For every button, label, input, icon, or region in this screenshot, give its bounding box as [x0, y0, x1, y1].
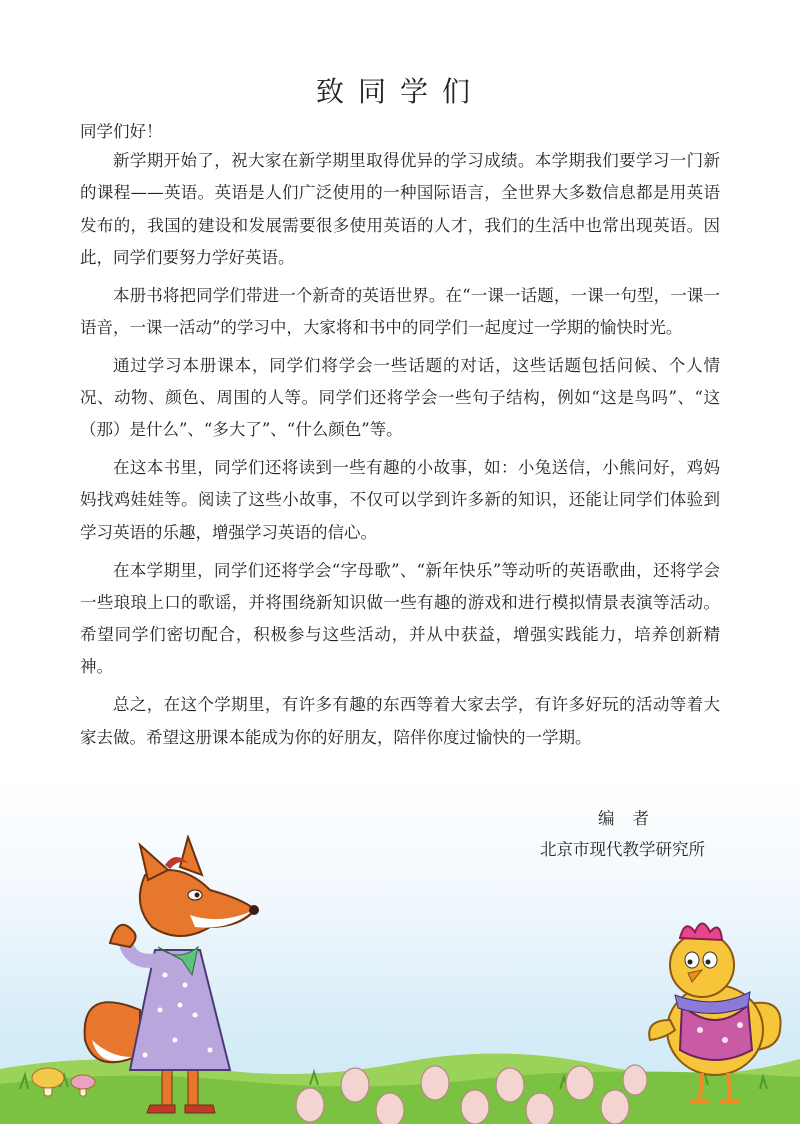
- eggs-illustration: [290, 1055, 650, 1124]
- page-title: 致同学们: [315, 75, 484, 108]
- paragraph: 在本学期里，同学们还将学会“字母歌”、“新年快乐”等动听的英语歌曲，还将学会一些琅琅上口的歌谣，并将围绕新知识做一些有趣的游戏和进行模拟情景表演等活动。希望同学们密切配合，积极参与这些活动，并从中获益，增强实践能力，培养创新精神。: [80, 560, 720, 677]
- paragraph: 在这本书里，同学们还将读到一些有趣的小故事，如：小兔送信，小熊问好，鸡妈妈找鸡娃娃等。阅读了这些小故事，不仅可以学到许多新的知识，还能让同学们体验到学习英语的乐趣，增强学习英语的信心。: [80, 458, 720, 542]
- hen-illustration: [630, 910, 790, 1110]
- signature-role: 编者: [598, 809, 667, 828]
- greeting: 同学们好！: [80, 122, 163, 141]
- paragraph: 总之，在这个学期里，有许多有趣的东西等着大家去学，有许多好玩的活动等着大家去做。希望这册课本能成为你的好朋友，陪伴你度过愉快的一学期。: [80, 695, 720, 747]
- letter-body: [80, 145, 720, 759]
- signature-org: 北京市现代教学研究所: [540, 840, 705, 859]
- paragraph: 通过学习本册课本，同学们将学会一些话题的对话，这些话题包括问候、个人情况、动物、颜色、周围的人等。同学们还将学会一些句子结构，例如“这是鸟吗”、“这（那）是什么”、“多大了”、“什么颜色”等。: [80, 355, 720, 440]
- fox-illustration: [70, 835, 280, 1120]
- paragraph: 新学期开始了，祝大家在新学期里取得优异的学习成绩。本学期我们要学习一门新的课程——英语。英语是人们广泛使用的一种国际语言，全世界大多数信息都是用英语发布的，我国的建设和发展需要很多使用英语的人才，我们的生活中也常出现英语。因此，同学们要努力学好英语。: [80, 151, 720, 267]
- paragraph: 本册书将把同学们带进一个新奇的英语世界。在“一课一话题，一课一句型，一课一语音，一课一活动”的学习中，大家将和书中的同学们一起度过一学期的愉快时光。: [80, 285, 720, 337]
